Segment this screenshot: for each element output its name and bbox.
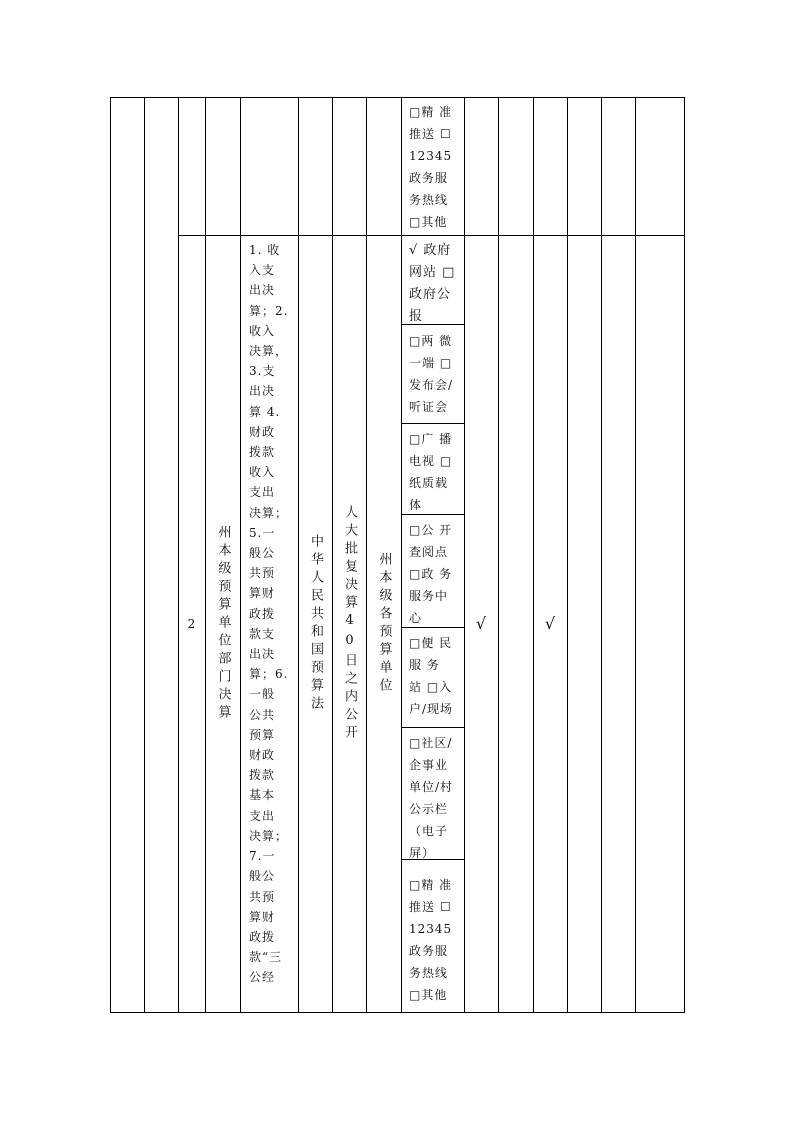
column-line [240,97,241,1013]
check-mark-b: √ [544,614,556,633]
legal-basis-cell [298,236,332,1012]
column-line [401,97,402,1013]
table-right-border [684,97,685,1013]
disclosure-subject-cell [366,236,401,1012]
channel-service-station: □便 民 服 务 站 □入 户/现场 [409,636,454,716]
disclosure-timing-cell [332,236,366,1012]
column-line [601,97,602,1013]
column-line [110,97,111,1013]
table-bottom-border [110,1012,684,1013]
disclosure-item-cell [205,236,240,1012]
row-index-text: 2 [187,617,196,631]
disclosure-timing: 人大批复决算40日之内公开 [342,505,357,743]
row-index [178,236,205,1012]
disclosure-item: 州本级预算单位部门决算 [215,525,231,723]
legal-basis: 中华人民共和国预算法 [308,534,323,714]
channel-two-micro-one-end: □两 微 一端 □ 发布会/ 听证会 [409,334,454,414]
channel-gov-website: √ 政府 网站 □ 政府公 报 [409,243,456,324]
column-line [635,97,636,1013]
column-line [498,97,499,1013]
channel-broadcast-tv: □广 播 电视 □ 纸质载 体 [409,432,453,512]
channel-public-access-point: □公 开 查阅点 □政 务 服务中 心 [409,523,453,625]
column-line [567,97,568,1013]
row-divider [178,235,684,236]
disclosure-subject: 州本级各预算单位 [376,552,392,696]
channel-community-board: □社区/ 企事业 单位/村 公示栏 （电子 屏） [409,736,454,860]
check-mark-all-society [464,236,498,1012]
channel-divider [401,727,464,728]
channel-precision-push: □精 准 推送 ☐ 12345 政务服 务热线 □其他 [409,878,453,1002]
check-mark-active [533,236,567,1012]
disclosure-content: 1. 收 入支 出决 算；2. 收入 决算， 3.支 出决 算 4. 财政 拨款 收入 支出 决算； 5.一 般公 共预 算财 政拨 款支 出决 算；6. 一般 公共 预算 财政 拨款 基本 支出 决算； 7.一 般公 共预 算财 政拨 款“三 公经 [249,243,289,985]
check-mark-a: √ [475,614,487,633]
column-line [144,97,145,1013]
channel-divider [401,423,464,424]
prev-row-channel-precision-push: □精 准 推送 ☐ 12345 政务服 务热线 □其他 [409,105,453,229]
table-top-border [110,97,684,98]
